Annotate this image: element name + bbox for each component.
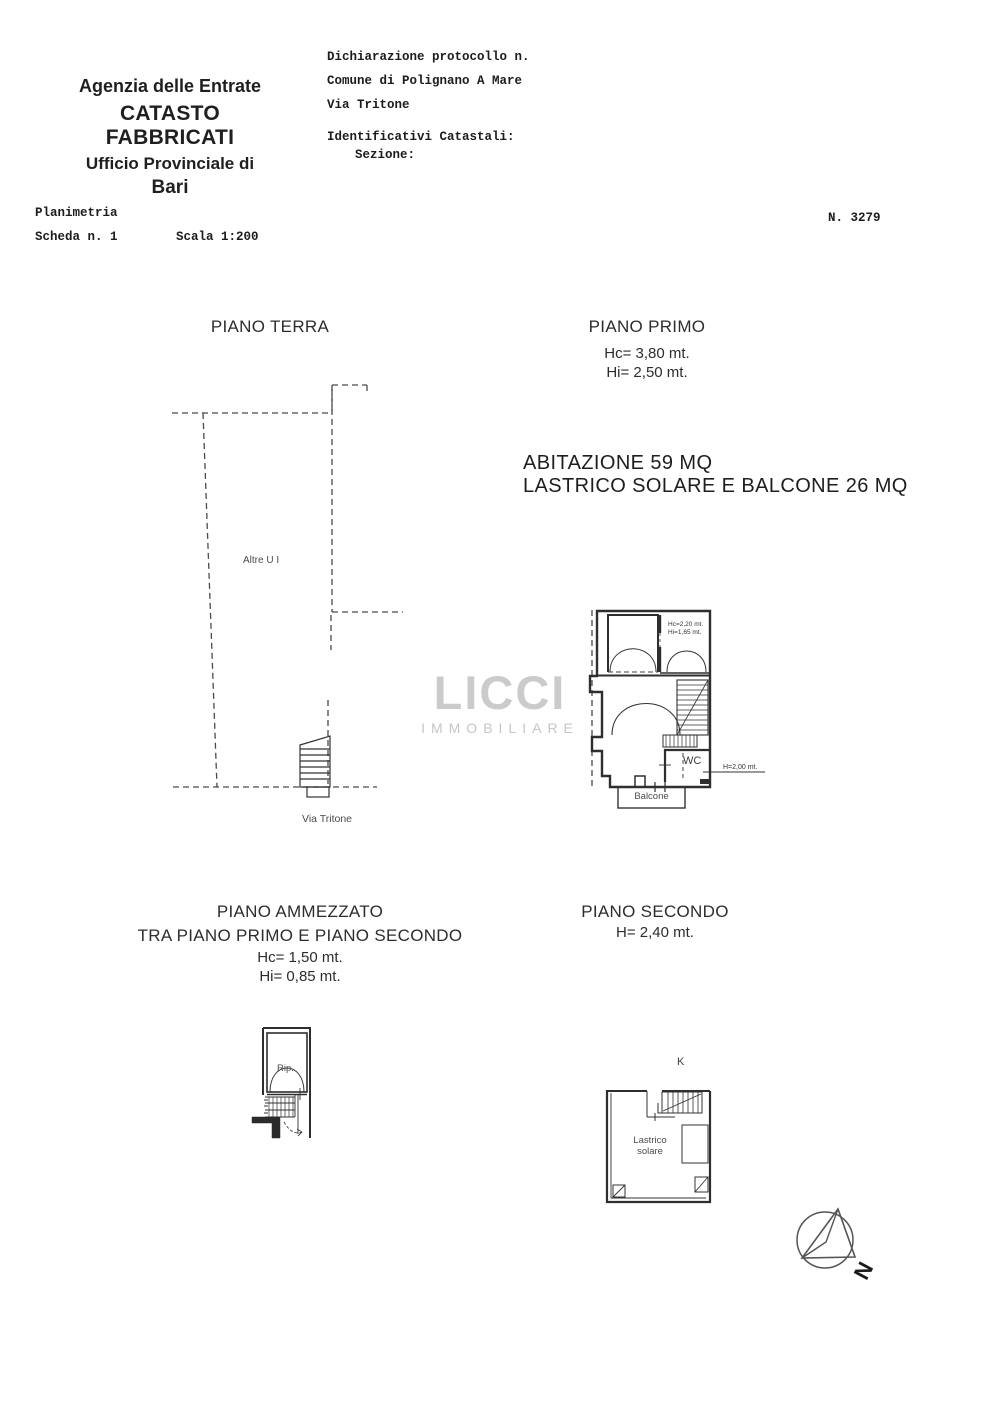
- floor-title-ammezzato-block: [130, 902, 470, 985]
- comune-line: Comune di Polignano A Mare: [327, 74, 523, 88]
- terrace-line1: Lastrico: [633, 1135, 667, 1146]
- declaration-protocol: Dichiarazione protocollo n.: [327, 50, 530, 64]
- sheet-number: N. 3279: [828, 211, 881, 225]
- note-abitazione: ABITAZIONE 59 MQ: [523, 452, 713, 474]
- watermark-sub: IMMOBILIARE: [421, 720, 579, 736]
- catasto-title: CATASTO FABBRICATI: [105, 102, 235, 149]
- terra-street-label: Via Tritone: [302, 813, 353, 825]
- sezione-line: Sezione:: [355, 148, 416, 162]
- agency-name: Agenzia delle Entrate: [78, 76, 262, 96]
- licci-watermark: [420, 666, 580, 736]
- declaration-block: [327, 50, 530, 162]
- terrace-line2: solare: [637, 1146, 663, 1157]
- ammezzato-hc: Hc= 1,50 mt.: [257, 949, 343, 966]
- floor-title-terra: PIANO TERRA: [210, 317, 330, 336]
- secondo-h: H= 2,40 mt.: [616, 924, 694, 941]
- floor-title-secondo: PIANO SECONDO: [581, 902, 729, 921]
- k-label: K: [677, 1056, 685, 1068]
- planimetria-label: Planimetria: [35, 206, 118, 220]
- street-line: Via Tritone: [327, 98, 410, 112]
- agency-header: [65, 76, 275, 199]
- rip-label: Rip.: [277, 1063, 294, 1074]
- scala-label: Scala 1:200: [176, 230, 259, 244]
- office-city: Bari: [151, 177, 189, 198]
- scheda-label: Scheda n. 1: [35, 230, 118, 244]
- primo-annot-hc: Hc=2,20 mt.: [668, 621, 704, 628]
- terrace-label: [618, 1135, 682, 1157]
- wc-label: WC: [683, 755, 702, 767]
- wc-height-label: H=2,00 mt.: [723, 764, 758, 771]
- ammezzato-hi: Hi= 0,85 mt.: [259, 968, 341, 985]
- north-label: N: [848, 1257, 879, 1284]
- ground-floor-plan: [160, 372, 420, 840]
- identifiers-line: Identificativi Catastali:: [327, 130, 515, 144]
- terra-room-label: Altre U I: [243, 555, 280, 566]
- floor-title-ammezzato: PIANO AMMEZZATO: [216, 902, 384, 921]
- balcony-label: Balcone: [634, 791, 669, 802]
- note-lastrico: LASTRICO SOLARE E BALCONE 26 MQ: [523, 475, 908, 497]
- surface-notes: [523, 452, 908, 498]
- primo-annot-hi: Hi=1,65 mt.: [668, 629, 702, 636]
- primo-hc: Hc= 3,80 mt.: [604, 345, 690, 362]
- watermark-brand: LICCI: [433, 666, 567, 719]
- office-line: Ufficio Provinciale di: [85, 154, 255, 173]
- floor-title-primo: PIANO PRIMO: [588, 317, 706, 336]
- floor-title-secondo-block: [565, 902, 745, 941]
- ammezzato-subtitle: TRA PIANO PRIMO E PIANO SECONDO: [137, 926, 463, 945]
- primo-hi: Hi= 2,50 mt.: [606, 364, 688, 381]
- mezzanine-floor-plan: [250, 1022, 320, 1147]
- floor-title-primo-block: [556, 317, 738, 381]
